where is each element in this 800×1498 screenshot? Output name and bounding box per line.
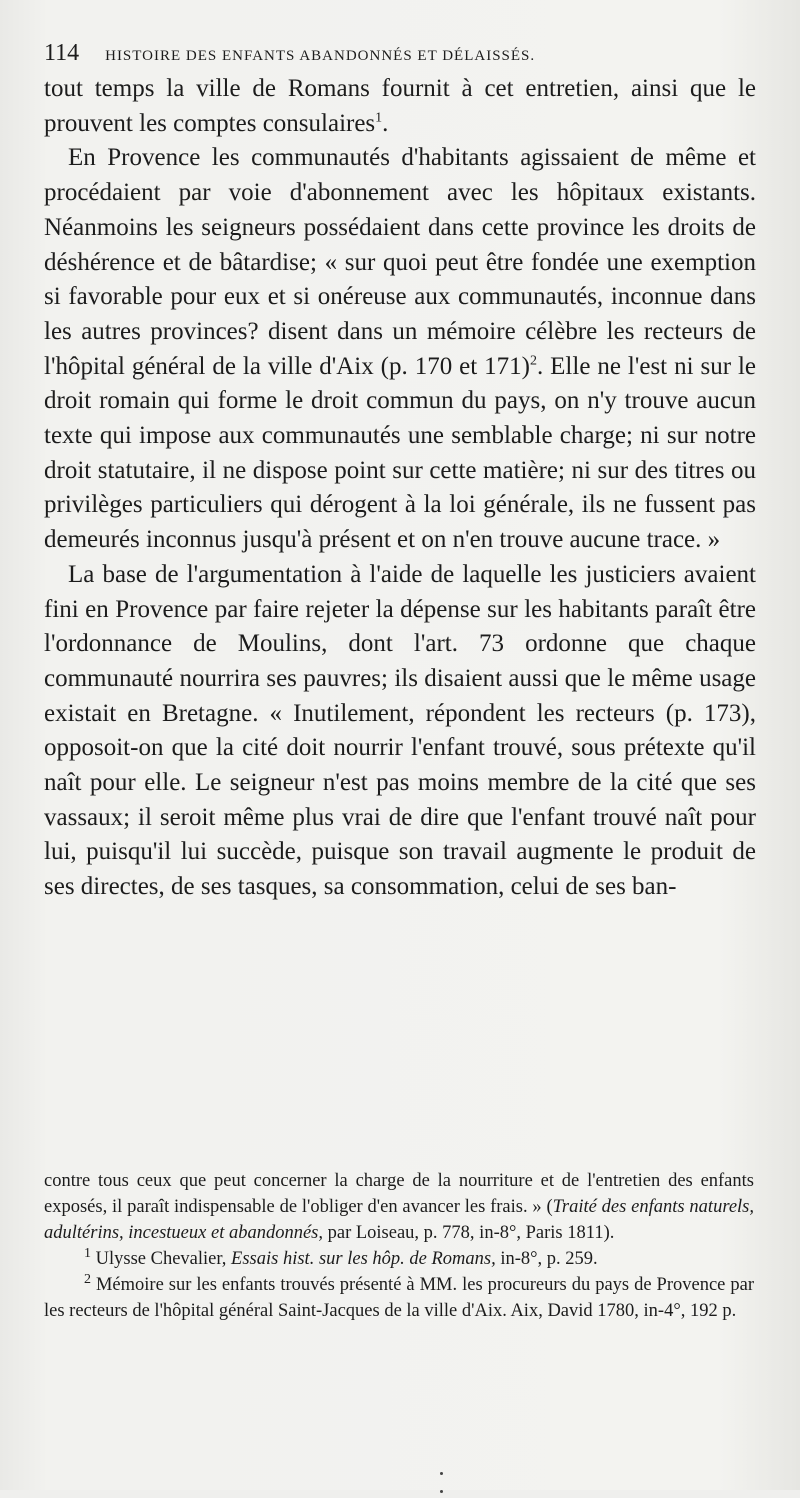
running-title: HISTOIRE DES ENFANTS ABANDONNÉS ET DÉLAISSÉS. bbox=[105, 48, 536, 64]
paragraph-2-text-cont: . Elle ne l'est ni sur le droit romain qui forme le droit commun du pays, on n'y trouve aucun texte qui impose aux communautés une semblable charge; ni sur notre droit statutaire, il ne dispose point sur cette matière; ni sur des titres ou privilèges particuliers qui dérogent à la loi générale, ils ne fussent pas demeurés inconnus jusqu'à présent et on n'en trouve aucune trace. » bbox=[44, 352, 756, 554]
footnote-2-mark: 2 bbox=[84, 1271, 91, 1287]
footnote-ref-2: 2 bbox=[529, 353, 537, 369]
footnote-1-end: in-8°, p. 259. bbox=[495, 1249, 598, 1269]
footnote-2 bbox=[44, 1272, 754, 1324]
paragraph-3-text: La base de l'argumentation à l'aide de laquelle les justiciers avaient fini en Provence par faire rejeter la dépense sur les habitants paraît être l'ordonnance de Moulins, dont l'art. 73 ordonne que chaque communauté nourrira ses pauvres; ils disaient aussi que le même usage existait en Bretagne. « Inutilement, répondent les recteurs (p. 173), opposoit-on que la cité doit nourrir l'enfant trouvé, sous prétexte qu'il naît pour elle. Le seigneur n'est pas moins membre de la cité que ses vassaux; il seroit même plus vrai de dire que l'enfant trouvé naît pour lui, puisqu'il lui succède, puisque son travail augmente le produit de ses directes, de ses tasques, sa consommation, celui de ses ban- bbox=[44, 560, 756, 901]
footnote-cont-end: par Loiseau, p. 778, in-8°, Paris 1811). bbox=[323, 1223, 615, 1243]
paragraph-1-text: tout temps la ville de Romans fournit à cet entretien, ainsi que le prouvent les comptes consulaires bbox=[44, 75, 756, 137]
footnote-1-mark: 1 bbox=[84, 1245, 91, 1261]
footnote-1-title: Essais hist. sur les hôp. de Romans, bbox=[231, 1249, 496, 1269]
footnote-continuation bbox=[44, 1168, 754, 1246]
paragraph-1-end: . bbox=[382, 109, 389, 137]
paragraph-2 bbox=[44, 141, 756, 557]
footnotes bbox=[44, 1168, 754, 1324]
footnote-cont-text: contre tous ceux que peut concerner la charge de la nourriture et de l'entretien des enfants exposés, il paraît indispensable de l'obliger d'en avancer les frais. » ( bbox=[44, 1171, 754, 1217]
footnote-1-author: Ulysse Chevalier, bbox=[91, 1249, 232, 1269]
footnote-cont-title: Traité des enfants naturels, adultérins, incestueux et abandonnés, bbox=[44, 1197, 755, 1243]
printer-mark bbox=[440, 1462, 448, 1468]
footnote-ref-1: 1 bbox=[375, 110, 383, 126]
paragraph-2-text: En Provence les communautés d'habitants agissaient de même et procédaient par voie d'abonnement avec les hôpitaux existants. Néanmoins les seigneurs possédaient dans cette province les droits de déshérence et de bâtardise; « sur quoi peut être fondée une exemption si favorable pour eux et si onéreuse aux communautés, inconnue dans les autres provinces? disent dans un mémoire célèbre les recteurs de l'hôpital général de la ville d'Aix (p. 170 et 171) bbox=[44, 144, 756, 380]
page-header bbox=[44, 38, 754, 68]
main-text bbox=[44, 72, 756, 905]
paragraph-3 bbox=[44, 558, 756, 905]
footnote-2-text: Mémoire sur les enfants trouvés présenté à MM. les procureurs du pays de Provence par les recteurs de l'hôpital général Saint-Jacques de la ville d'Aix. Aix, David 1780, in-4°, 192 p. bbox=[44, 1275, 754, 1321]
paragraph-1 bbox=[44, 72, 756, 141]
page-number: 114 bbox=[44, 40, 80, 66]
footnote-1 bbox=[44, 1246, 754, 1272]
